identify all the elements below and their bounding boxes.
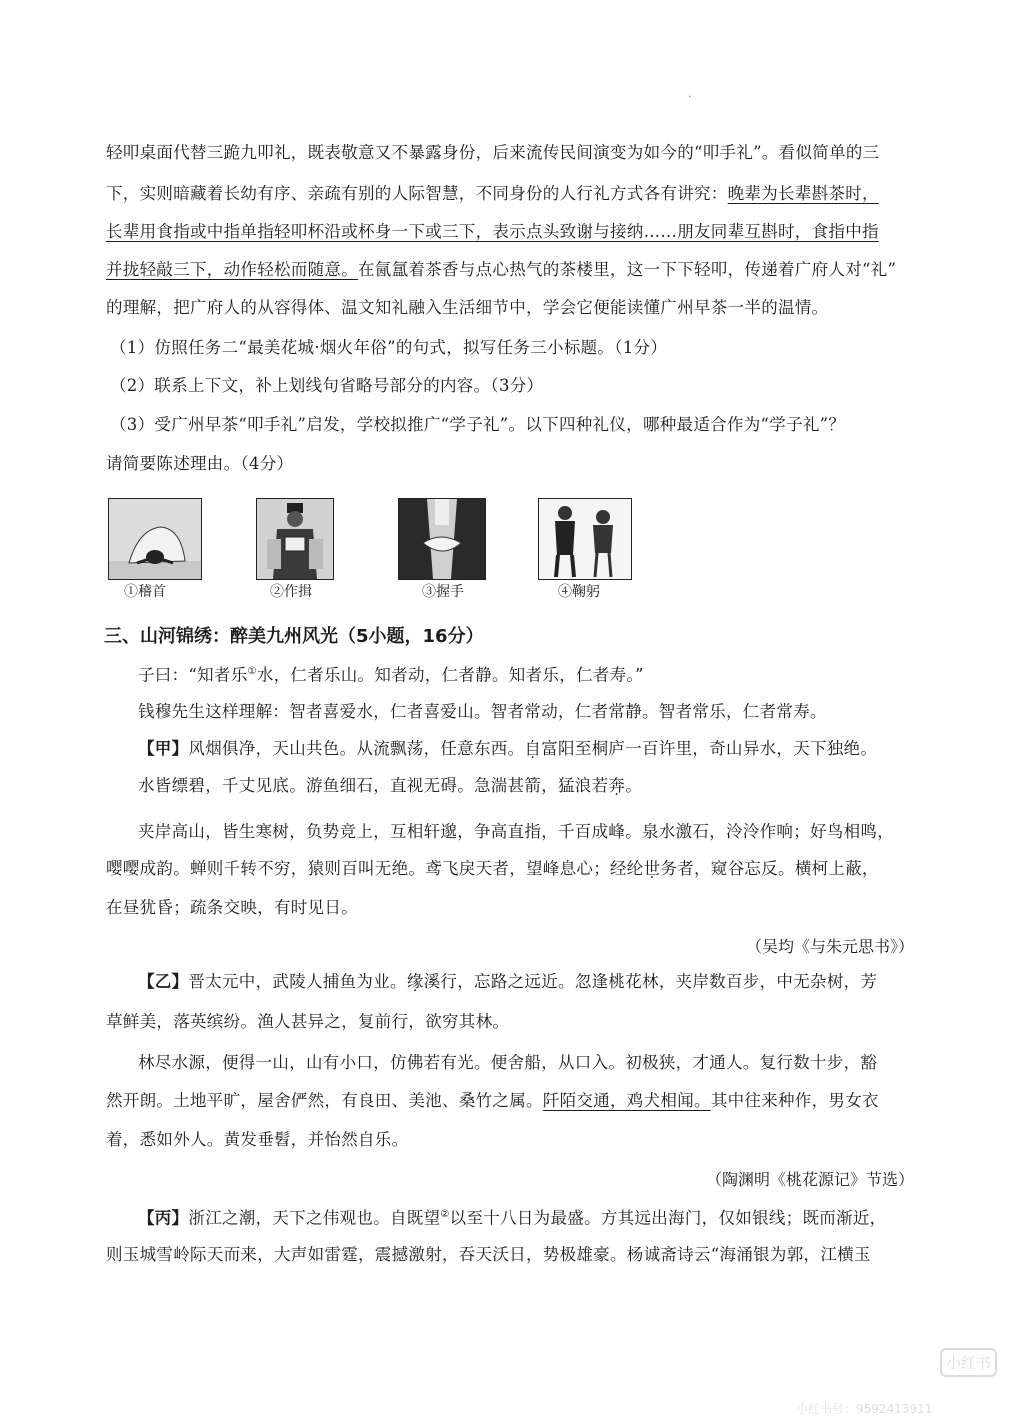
passage-bing-line2: 则玉城雪岭际天而来，大声如雷霆，震撼激射，吞天沃日，势极雄豪。杨诚斋诗云“海涌银为郭，江横玉 [106,1245,871,1264]
stray-dot: · [688,92,692,103]
footnote-marker: ② [440,1209,450,1220]
passage-yi-line1: 【乙】晋太元中，武陵人捕鱼为业。缘溪行，忘路之远近。忽逢桃花林，夹岸数百步，中无杂树，芳 [138,972,878,991]
picture-caption-1: ①稽首 [124,584,166,600]
footnote-marker: ① [247,666,257,677]
passage-bing-line1: 【丙】浙江之潮，天下之伟观也。自既望②以至十八日为最盛。方其远出海门，仅如银线；既而渐近， [138,1208,887,1228]
underlined-sentence: 阡陌交通，鸡犬相闻。 [542,1091,711,1110]
para1-line1: 轻叩桌面代替三跪九叩礼，既表敬意又不暴露身份，后来流传民间演变为如今的“叩手礼”。看似简单的三 [106,143,880,162]
question-2: （2）联系上下文，补上划线句省略号部分的内容。（3分） [110,376,544,395]
picture-caption-4: ④鞠躬 [558,584,600,600]
para1-line2: 下，实则暗藏着长幼有序、亲疏有别的人际智慧，不同身份的人行礼方式各有讲究：晚辈为长辈斟茶时， [106,184,879,203]
passage-jia-line5: 在昼犹昏；疏条交映，有时见日。 [106,898,358,917]
underlined-sentence: 长辈用食指或中指单指轻叩杯沿或杯身一下或三下，表示点头致谢与接纳……朋友同辈互斟时，食指中指 [106,222,879,241]
handshake-figure-icon [398,498,486,580]
qian-mu-interpretation: 钱穆先生这样理解：智者喜爱水，仁者喜爱山。智者常动，仁者常静。智者常乐，仁者常寿。 [138,702,827,721]
passage-yi-line5: 着，悉如外人。黄发垂髫，并怡然自乐。 [106,1130,409,1149]
passage-yi-line3: 林尽水源，便得一山，山有小口，仿佛若有光。便舍船，从口入。初极狭，才通人。复行数十步，豁 [138,1053,878,1072]
passage-tag: 【乙】 [138,972,189,991]
passage-yi-source: （陶渊明《桃花源记》节选） [705,1170,914,1189]
picture-caption-3: ③握手 [422,584,464,600]
kowtow-figure-icon [108,498,202,580]
watermark-handle: 小红书号：9592413911 [796,1402,933,1416]
section-heading: 三、山河锦绣：醉美九州风光（5小题，16分） [104,626,484,647]
watermark-logo: 小红书 [940,1348,997,1377]
confucius-quote: 子曰：“知者乐①水，仁者乐山。知者动，仁者静。知者乐，仁者寿。” [138,665,644,685]
question-1: （1）仿照任务二“最美花城·烟火年俗”的句式，拟写任务三小标题。（1分） [110,338,668,357]
passage-yi-line4: 然开朗。土地平旷，屋舍俨然，有良田、美池、桑竹之属。阡陌交通，鸡犬相闻。其中往来种作，男女衣 [106,1091,879,1110]
para1-line4: 并拢轻敲三下，动作轻松而随意。在氤氲着茶香与点心热气的茶楼里，这一下下轻叩，传递着广府人对“礼” [106,260,897,279]
passage-jia-line1: 【甲】风烟俱净，天山共色。从流飘荡，任意东西。自富阳至桐庐一百许里，奇山异水，天下独绝。 [138,739,878,758]
passage-yi-line2: 草鲜美，落英缤纷。渔人甚异之，复前行，欲穷其林。 [106,1012,510,1031]
bowing-people-figure-icon [538,498,632,580]
para1-line5: 的理解，把广府人的从容得体、温文知礼融入生活细节中，学会它便能读懂广州早茶一半的温情。 [106,298,829,317]
para1-line3 [106,220,879,244]
underlined-sentence: 晚辈为长辈斟茶时， [727,184,879,203]
underlined-sentence: 并拢轻敲三下，动作轻松而随意。 [106,260,358,279]
passage-jia-source: （吴均《与朱元思书》） [745,937,914,956]
passage-jia-line2: 水皆缥碧，千丈见底。游鱼细石，直视无碍。急湍甚箭，猛浪若奔。 [138,776,643,795]
passage-jia-line3: 夹岸高山，皆生寒树，负势竞上，互相轩邈，争高直指，千百成峰。泉水激石，泠泠作响；好鸟相鸣， [138,822,894,841]
bowing-with-hands-figure-icon [256,498,334,580]
passage-jia-line4: 嘤嘤成韵。蝉则千转不穷，猿则百叫无绝。鸢飞戾天者，望峰息心；经纶世务者，窥谷忘反。横柯上蔽， [106,859,879,878]
picture-caption-2: ②作揖 [270,584,312,600]
question-3: （3）受广州早茶“叩手礼”启发，学校拟推广“学子礼”。以下四种礼仪，哪种最适合作为“学子礼”？ [110,415,846,434]
passage-tag: 【丙】 [138,1208,189,1228]
question-3-cont: 请简要陈述理由。（4分） [106,454,294,473]
passage-tag: 【甲】 [138,739,189,758]
